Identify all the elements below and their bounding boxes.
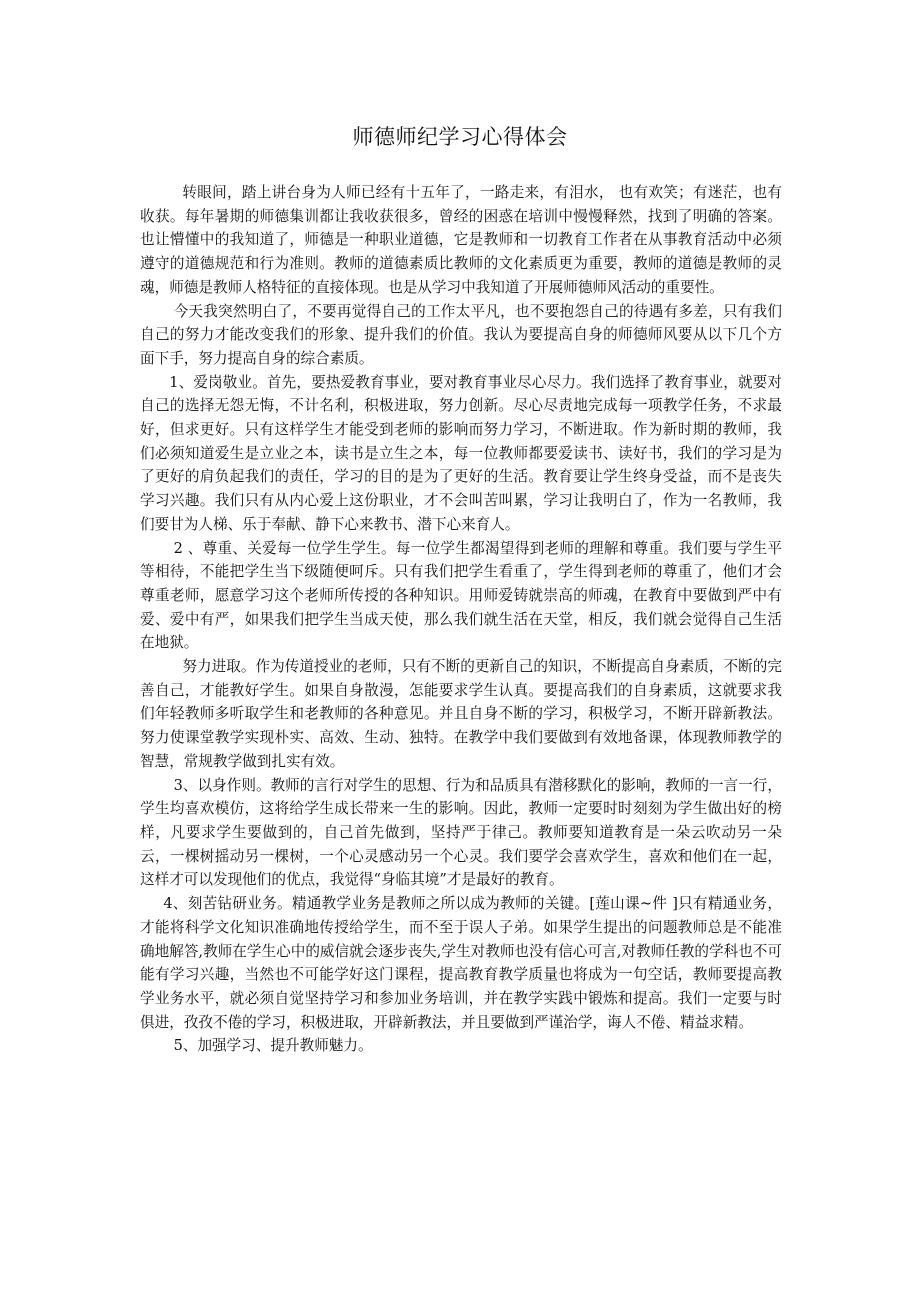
- paragraph-intro: 转眼间，踏上讲台身为人师已经有十五年了，一路走来，有泪水， 也有欢笑；有迷茫，也有收获。每年暑期的师德集训都让我收获很多，曾经的困惑在培训中慢慢释然，找到了明确的答案。也让懵懂中的我知道了，师德是一种职业道德，它是教师和一切教育工作者在从事教育活动中必须遵守的道德规范和行为准则。教师的道德素质比教师的文化素质更为重要，教师的道德是教师的灵魂，师德是教师人格特征的直接体现。也是从学习中我知道了开展师德师风活动的重要性。: [140, 184, 782, 296]
- paragraph-point-5: 5、加强学习、提升教师魅力。: [173, 1037, 373, 1055]
- paragraph-effort: 努力进取。作为传道授业的老师，只有不断的更新自己的知识，不断提高自身素质，不断的完善自己，才能教好学生。如果自身散漫，怎能要求学生认真。要提高我们的自身素质，这就要求我们年轻教师多听取学生和老教师的各种意见。并且自身不断的学习，积极学习，不断开辟新教法。努力使课堂教学实现朴实、高效、生动、独特。在教学中我们要做到有效地备课，体现教师教学的智慧，常规教学做到扎实有效。: [140, 658, 782, 770]
- document-title: 师德师纪学习心得体会: [352, 125, 568, 149]
- document-body: [140, 181, 782, 1058]
- paragraph-point-2: 2 、尊重、关爱每一位学生学生。每一位学生都渴望得到老师的理解和尊重。我们要与学生平等相待，不能把学生当下级随便呵斥。只有我们把学生看重了，学生得到老师的尊重了，他们才会尊重老师，愿意学习这个老师所传授的各种知识。用师爱铸就崇高的师魂，在教育中要做到严中有爱、爱中有严，如果我们把学生当成天使，那么我们就生活在天堂，相反，我们就会觉得自己生活在地狱。: [140, 539, 782, 652]
- paragraph-point-1: 1、爱岗敬业。首先，要热爱教育事业，要对教育事业尽心尽力。我们选择了教育事业，就要对自己的选择无怨无悔，不计名利，积极进取，努力创新。尽心尽责地完成每一项教学任务，不求最好，但求更好。只有这样学生才能受到老师的影响而努力学习，不断进取。作为新时期的教师，我们必须知道爱生是立业之本，读书是立生之本，每一位教师都要爱读书、读好书，我们的学习是为了更好的肩负起我们的责任，学习的目的是为了更好的生活。教育要让学生终身受益，而不是丧失学习兴趣。我们只有从内心爱上这份职业，才不会叫苦叫累，学习让我明白了，作为一名教师，我们要甘为人梯、乐于奉献、静下心来教书、潜下心来育人。: [140, 373, 782, 533]
- paragraph-point-3: 3、以身作则。教师的言行对学生的思想、行为和品质具有潜移默化的影响，教师的一言一行，学生均喜欢模仿，这将给学生成长带来一生的影响。因此，教师一定要时时刻刻为学生做出好的榜样，凡要求学生要做到的，自己首先做到，坚持严于律己。教师要知道教育是一朵云吹动另一朵云，一棵树摇动另一棵树，一个心灵感动另一个心灵。我们要学会喜欢学生，喜欢和他们在一起，这样才可以发现他们的优点，我觉得“身临其境”才是最好的教育。: [140, 776, 782, 889]
- paragraph-realization: 今天我突然明白了，不要再觉得自己的工作太平凡，也不要抱怨自己的待遇有多差，只有我们自己的努力才能改变我们的形象、提升我们的价值。我认为要提高自身的师德师风要从以下几个方面下手，努力提高自身的综合素质。: [140, 302, 782, 367]
- paragraph-point-4: 4、刻苦钻研业务。精通教学业务是教师之所以成为教师的关键。[莲山课~件 ]只有精通业务，才能将科学文化知识准确地传授给学生，而不至于误人子弟。如果学生提出的问题教师总是不能准确地解答,教师在学生心中的威信就会逐步丧失,学生对教师也没有信心可言,对教师任教的学科也不可能有学习兴趣，当然也不可能学好这门课程，提高教育教学质量也将成为一句空话，教师要提高教学业务水平，就必须自觉坚持学习和参加业务培训，并在教学实践中锻炼和提高。我们一定要与时俱进，孜孜不倦的学习，积极进取，开辟新教法，并且要做到严谨治学，诲人不倦、精益求精。: [140, 895, 782, 1031]
